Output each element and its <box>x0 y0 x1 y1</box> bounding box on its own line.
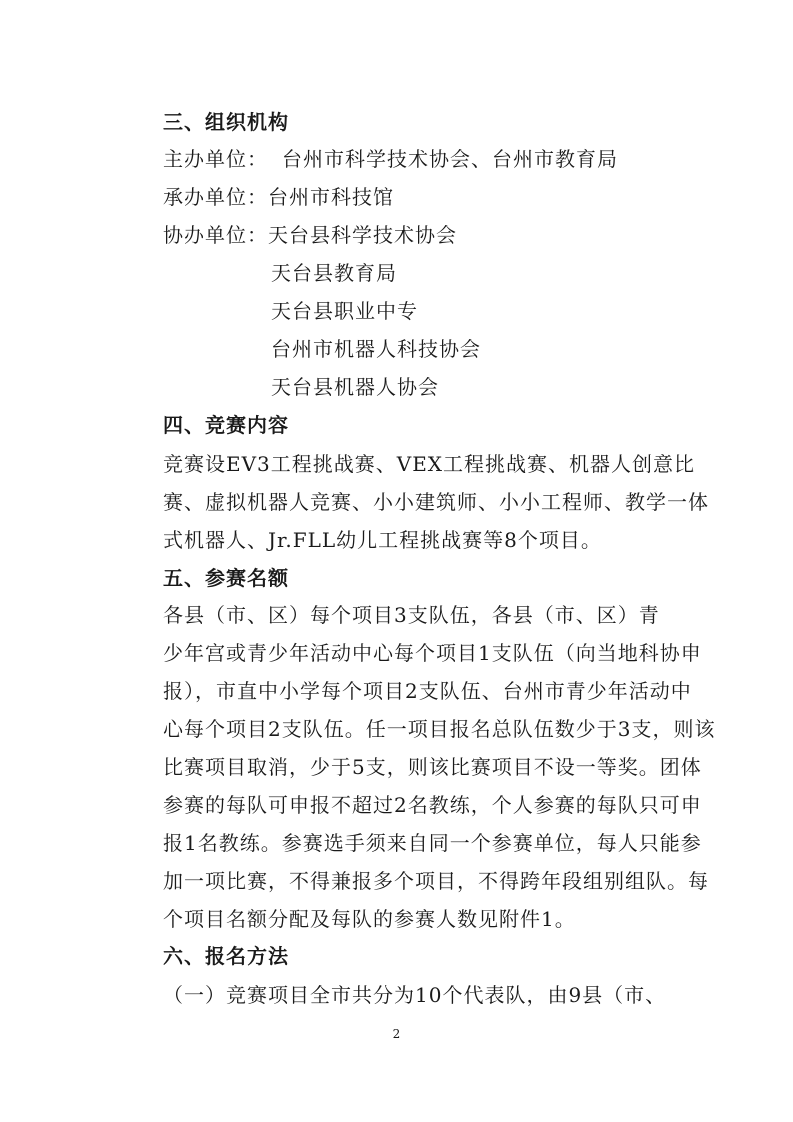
co-organizer-row <box>163 223 457 247</box>
co-organizer-item: 天台县科学技术协会 <box>268 223 457 247</box>
quota-paragraph-line: 各县（市、区）每个项目3支队伍，各县（市、区）青 <box>163 603 660 627</box>
quota-paragraph-line: 心每个项目2支队伍。任一项目报名总队伍数少于3支，则该 <box>163 717 716 741</box>
content-paragraph-line: 竞赛设EV3工程挑战赛、VEX工程挑战赛、机器人创意比 <box>163 452 696 476</box>
quota-paragraph-line: 个项目名额分配及每队的参赛人数见附件1。 <box>163 907 576 931</box>
section-heading-quota: 五、参赛名额 <box>163 566 289 590</box>
organizer-value: 台州市科技馆 <box>268 185 394 209</box>
organizer-label: 承办单位： <box>163 185 268 209</box>
quota-paragraph-line: 比赛项目取消，少于5支，则该比赛项目不设一等奖。团体 <box>163 755 702 779</box>
section-heading-signup: 六、报名方法 <box>163 944 289 968</box>
co-organizer-item: 天台县教育局 <box>271 261 397 285</box>
content-paragraph-line: 式机器人、Jr.FLL幼儿工程挑战赛等8个项目。 <box>163 528 602 552</box>
signup-paragraph-line: （一）竞赛项目全市共分为10个代表队，由9县（市、 <box>163 983 667 1007</box>
host-value: 台州市科学技术协会、台州市教育局 <box>282 147 618 171</box>
quota-paragraph-line: 参赛的每队可申报不超过2名教练，个人参赛的每队只可申 <box>163 793 702 817</box>
quota-paragraph-line: 报1名教练。参赛选手须来自同一个参赛单位，每人只能参 <box>163 831 702 855</box>
quota-paragraph-line: 报），市直中小学每个项目2支队伍、台州市青少年活动中 <box>163 679 692 703</box>
host-row <box>163 147 618 171</box>
section-heading-org: 三、组织机构 <box>163 110 289 134</box>
quota-paragraph-line: 加一项比赛，不得兼报多个项目，不得跨年段组别组队。每 <box>163 869 709 893</box>
co-organizer-item: 天台县职业中专 <box>271 299 418 323</box>
co-organizer-item: 天台县机器人协会 <box>271 375 439 399</box>
section-heading-content: 四、竞赛内容 <box>163 413 289 437</box>
host-label: 主办单位： <box>163 147 268 171</box>
co-organizer-item: 台州市机器人科技协会 <box>271 337 481 361</box>
quota-paragraph-line: 少年宫或青少年活动中心每个项目1支队伍（向当地科协申 <box>163 641 702 665</box>
co-organizer-label: 协办单位： <box>163 223 268 247</box>
organizer-row <box>163 185 394 209</box>
content-paragraph-line: 赛、虚拟机器人竞赛、小小建筑师、小小工程师、教学一体 <box>163 490 709 514</box>
page-number: 2 <box>392 1027 401 1041</box>
